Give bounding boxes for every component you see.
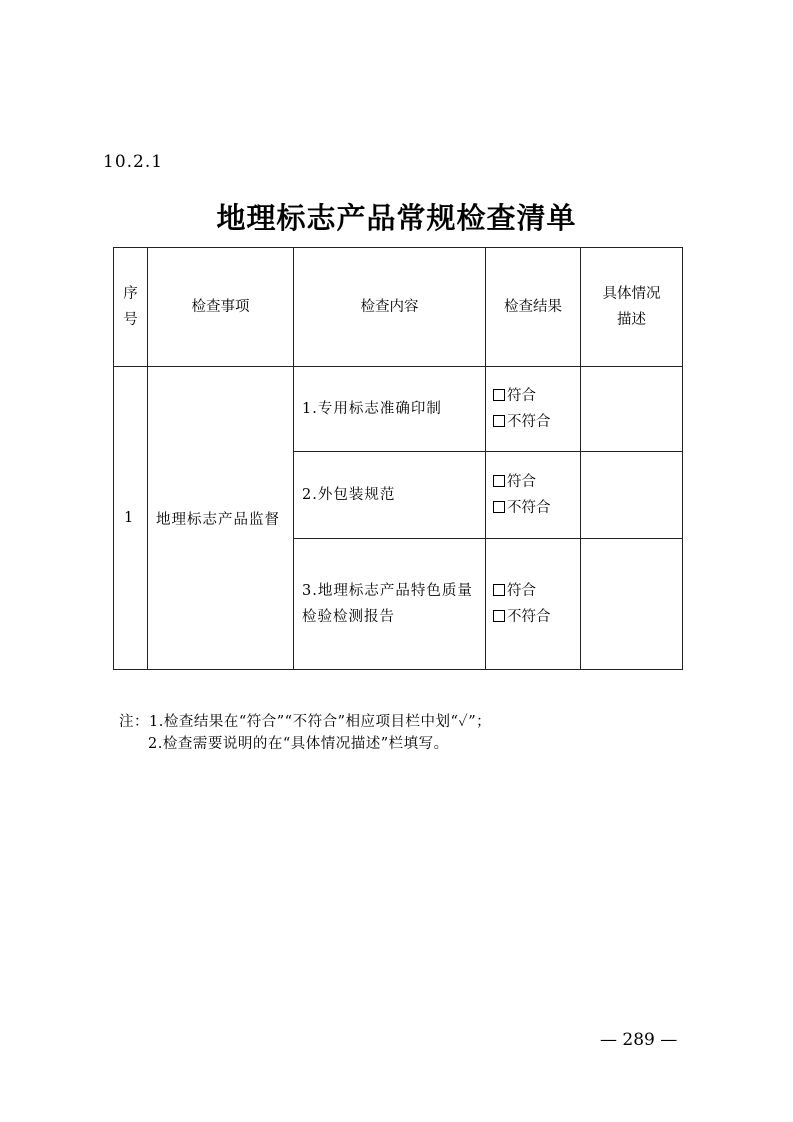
checkbox-icon[interactable] [493,584,505,596]
header-item: 检查事项 [148,248,294,367]
checkbox-icon[interactable] [493,501,505,513]
result-cell [486,452,581,539]
content-cell: 1.专用标志准确印制 [294,367,486,452]
option-conform[interactable]: 符合 [493,578,580,604]
checkbox-icon[interactable] [493,415,505,427]
note-line-1: 注：1.检查结果在“符合”“不符合”相应项目栏中划“✓”； [119,714,492,730]
header-result: 检查结果 [486,248,581,367]
document-title: 地理标志产品常规检查清单 [216,201,577,235]
section-number: 10.2.1 [103,152,164,172]
page-number: — 289 — [600,1030,678,1050]
description-cell[interactable] [581,539,683,670]
option-conform[interactable]: 符合 [493,383,580,409]
checklist-table [113,247,683,670]
header-description: 具体情况描述 [581,248,683,367]
table-row [114,367,683,452]
content-cell: 2.外包装规范 [294,452,486,539]
header-content: 检查内容 [294,248,486,367]
notes [119,711,491,755]
item-cell: 地理标志产品监督 [148,367,294,670]
note-line-2: 2.检查需要说明的在“具体情况描述”栏填写。 [148,736,449,752]
result-cell [486,539,581,670]
option-conform[interactable]: 符合 [493,469,580,495]
description-cell[interactable] [581,452,683,539]
table-header-row [114,248,683,367]
checkbox-icon[interactable] [493,475,505,487]
checkbox-icon[interactable] [493,610,505,622]
option-nonconform[interactable]: 不符合 [493,409,580,435]
checkbox-icon[interactable] [493,389,505,401]
description-cell[interactable] [581,367,683,452]
header-seq: 序号 [114,248,148,367]
option-nonconform[interactable]: 不符合 [493,604,580,630]
result-cell [486,367,581,452]
seq-cell: 1 [114,367,148,670]
content-cell: 3.地理标志产品特色质量检验检测报告 [294,539,486,670]
option-nonconform[interactable]: 不符合 [493,495,580,521]
